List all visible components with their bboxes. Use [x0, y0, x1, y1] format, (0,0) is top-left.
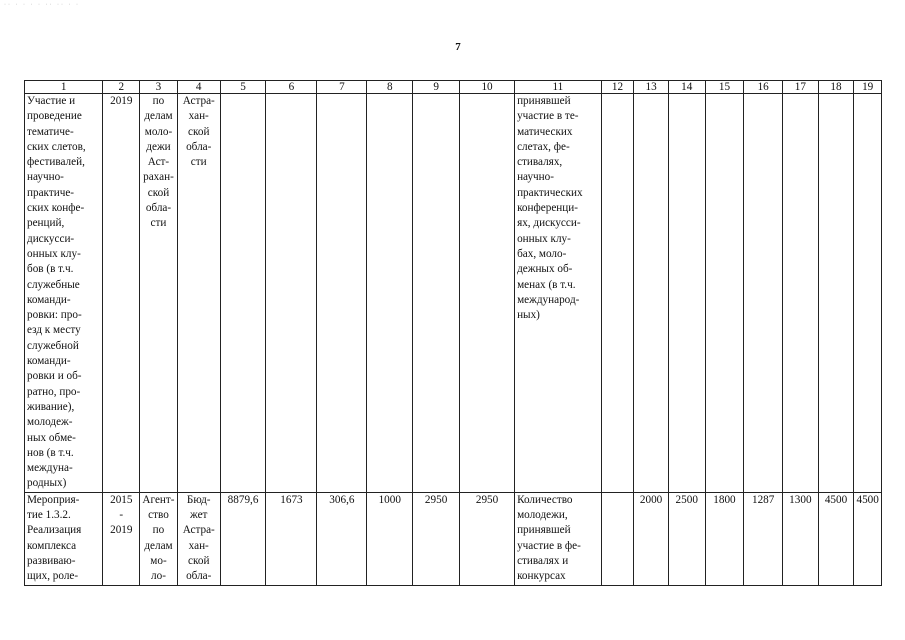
- text-line: Реализация: [27, 524, 82, 537]
- text-line: нов (в т.ч.: [27, 446, 74, 459]
- text-line: слетах, фе-: [517, 140, 570, 153]
- header-cell: 10: [460, 81, 515, 94]
- header-cell: 14: [668, 81, 705, 94]
- text-line: стивалях и: [517, 554, 569, 567]
- indicator-value: 2500: [668, 492, 705, 585]
- text-line: ской: [188, 554, 210, 567]
- text-line: Астра-: [182, 524, 215, 537]
- empty-cell: [220, 94, 266, 493]
- header-cell: 12: [601, 81, 634, 94]
- header-cell: 2: [103, 81, 140, 94]
- text-line: онных клу-: [517, 232, 571, 245]
- text-line: 2019: [110, 95, 133, 107]
- text-line: делам: [144, 110, 173, 123]
- text-line: служебной: [27, 339, 79, 352]
- text-line: тие 1.3.2.: [27, 509, 71, 522]
- text-line: мо-: [150, 554, 167, 567]
- text-line: по: [152, 524, 165, 537]
- executor-cell: [140, 492, 178, 585]
- text-line: тематиче-: [27, 125, 74, 138]
- value-2015: 1673: [266, 492, 317, 585]
- text-line: проведение: [27, 110, 82, 123]
- text-line: по: [152, 95, 165, 107]
- header-cell: 3: [140, 81, 178, 94]
- empty-cell: [783, 94, 819, 493]
- value-2019: 2950: [460, 492, 515, 585]
- text-line: практиче-: [27, 186, 75, 199]
- text-line: ях, дискусси-: [517, 217, 581, 230]
- executor-cell: [140, 94, 178, 493]
- text-line: ровки: про-: [27, 309, 82, 322]
- text-line: живание),: [27, 400, 75, 413]
- text-line: фестивалей,: [27, 156, 85, 169]
- text-line: бах, моло-: [517, 247, 567, 260]
- year-cell: [103, 94, 140, 493]
- text-line: щих, роле-: [27, 570, 79, 583]
- text-line: развиваю-: [27, 554, 76, 567]
- text-line: молодеж-: [27, 416, 73, 429]
- header-cell: 19: [854, 81, 882, 94]
- text-line: сти: [190, 156, 207, 169]
- empty-cell: [317, 94, 367, 493]
- text-line: команди-: [27, 355, 71, 368]
- text-line: матических: [517, 125, 573, 138]
- text-line: хан-: [188, 539, 209, 552]
- text-line: онных клу-: [27, 247, 81, 260]
- text-line: конкурсах: [517, 570, 566, 583]
- header-cell: 11: [515, 81, 602, 94]
- text-line: ло-: [151, 570, 166, 583]
- empty-cell: [818, 94, 854, 493]
- text-line: Участие и: [27, 95, 76, 107]
- indicator-value: 1300: [783, 492, 819, 585]
- text-line: молодежи,: [517, 509, 568, 522]
- indicator-cell: [515, 492, 602, 585]
- table-row: [25, 492, 882, 585]
- empty-cell: [705, 94, 744, 493]
- text-line: ской: [188, 125, 210, 138]
- indicator-value: 1287: [744, 492, 783, 585]
- text-line: менах (в т.ч.: [517, 278, 576, 291]
- text-line: дежных об-: [517, 263, 573, 276]
- text-line: Аст-: [147, 156, 170, 169]
- text-line: научно-: [517, 171, 554, 184]
- text-line: ских конфе-: [27, 202, 85, 215]
- text-line: родных): [27, 477, 67, 490]
- empty-cell: [668, 94, 705, 493]
- text-line: Мероприя-: [27, 493, 80, 506]
- text-line: сти: [150, 217, 167, 230]
- header-cell: 6: [266, 81, 317, 94]
- year-cell: [103, 492, 140, 585]
- text-line: обла-: [186, 140, 212, 153]
- text-line: стивалях,: [517, 156, 563, 169]
- program-table: [24, 80, 882, 586]
- empty-cell: [854, 94, 882, 493]
- text-line: междуна-: [27, 462, 73, 475]
- text-line: -: [119, 509, 124, 522]
- indicator-value: 4500: [818, 492, 854, 585]
- scan-noise: ·· · · · · ·· ·· · ·: [4, 2, 80, 8]
- empty-cell: [601, 94, 634, 493]
- text-line: ренций,: [27, 217, 65, 230]
- header-cell: 16: [744, 81, 783, 94]
- value-2017: 1000: [367, 492, 413, 585]
- text-line: ных): [517, 309, 540, 322]
- text-line: 2019: [110, 524, 133, 537]
- empty-cell: [266, 94, 317, 493]
- source-cell: [177, 94, 220, 493]
- text-line: хан-: [188, 110, 209, 123]
- source-cell: [177, 492, 220, 585]
- text-line: принявшей: [517, 95, 571, 107]
- indicator-value: [601, 492, 634, 585]
- text-line: конференци-: [517, 202, 578, 215]
- text-line: участие в фе-: [517, 539, 581, 552]
- header-cell: 13: [634, 81, 669, 94]
- text-line: международ-: [517, 293, 580, 306]
- activity-cell: [25, 492, 103, 585]
- empty-cell: [460, 94, 515, 493]
- text-line: ровки и об-: [27, 370, 82, 383]
- text-line: ство: [148, 509, 169, 522]
- indicator-cell: [515, 94, 602, 493]
- indicator-value: 4500: [854, 492, 882, 585]
- text-line: жет: [190, 509, 208, 522]
- header-cell: 18: [818, 81, 854, 94]
- text-line: бов (в т.ч.: [27, 263, 74, 276]
- value-2018: 2950: [413, 492, 460, 585]
- text-line: ской: [147, 186, 170, 199]
- value-2016: 306,6: [317, 492, 367, 585]
- header-row: [25, 81, 882, 94]
- empty-cell: [634, 94, 669, 493]
- text-line: обла-: [186, 570, 212, 583]
- text-line: моло-: [144, 125, 173, 138]
- empty-cell: [413, 94, 460, 493]
- header-cell: 5: [220, 81, 266, 94]
- header-cell: 17: [783, 81, 819, 94]
- header-cell: 7: [317, 81, 367, 94]
- text-line: Количество: [517, 493, 573, 506]
- text-line: ратно, про-: [27, 385, 81, 398]
- text-line: команди-: [27, 293, 71, 306]
- empty-cell: [744, 94, 783, 493]
- empty-cell: [367, 94, 413, 493]
- header-cell: 9: [413, 81, 460, 94]
- text-line: ских слетов,: [27, 140, 86, 153]
- indicator-value: 1800: [705, 492, 744, 585]
- text-line: комплекса: [27, 539, 77, 552]
- text-line: Бюд-: [186, 493, 211, 506]
- indicator-value: 2000: [634, 492, 669, 585]
- text-line: научно-: [27, 171, 64, 184]
- activity-cell: [25, 94, 103, 493]
- text-line: принявшей: [517, 524, 571, 537]
- header-cell: 8: [367, 81, 413, 94]
- text-line: рахан-: [143, 171, 174, 184]
- text-line: 2015: [110, 493, 133, 506]
- total-value: 8879,6: [220, 492, 266, 585]
- text-line: участие в те-: [517, 110, 579, 123]
- text-line: Астра-: [182, 95, 215, 107]
- header-cell: 1: [25, 81, 103, 94]
- page-number: 7: [455, 41, 461, 53]
- text-line: езд к месту: [27, 324, 81, 337]
- text-line: дискусси-: [27, 232, 75, 245]
- header-cell: 4: [177, 81, 220, 94]
- text-line: дежи: [146, 140, 171, 153]
- text-line: служебные: [27, 278, 80, 291]
- text-line: практических: [517, 186, 583, 199]
- text-line: обла-: [145, 202, 172, 215]
- table-row: [25, 94, 882, 493]
- text-line: делам: [144, 539, 173, 552]
- text-line: ных обме-: [27, 431, 76, 444]
- header-cell: 15: [705, 81, 744, 94]
- text-line: Агент-: [142, 493, 175, 506]
